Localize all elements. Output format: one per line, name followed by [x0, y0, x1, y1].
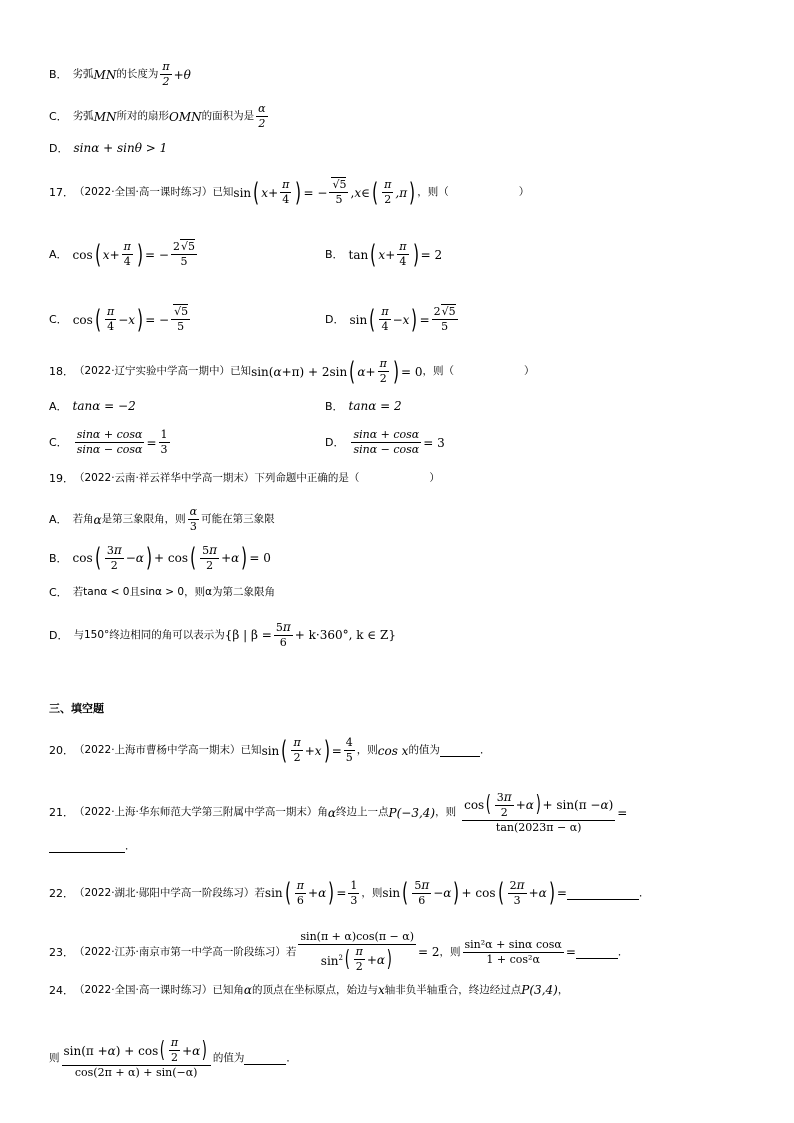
sin-expression: sin: [233, 185, 252, 200]
q24-line2: 则 sin(π + α ) + cos ( $\frac{\pi}{2}$ + α ) cos(2π + α) + sin(−α) 的值为 ．: [49, 1036, 297, 1079]
q19-stem: 19． （2022·云南·祥云祥华中学高一期末） 下列命题中正确的是（ ）: [49, 472, 440, 485]
answer-blank[interactable]: [440, 744, 480, 757]
q23-stem: 23． （2022·江苏·南京市第一中学高一阶段练习） 若 sin(π + α)cos(π − α) $\sin^2$ ( $\frac{\pi}{2}$ + α ) = 2 ，则 $\frac{\text{sin²α + sinα cosα}}{\text{1 + cos²α}}$ = ．: [49, 930, 629, 973]
q19-option-a: A． 若角 α 是第三象限角，则 $\frac{\alpha}{3}$ 可能在第三象限: [49, 505, 275, 533]
q16-option-d: D． sinα + sinθ > 1: [49, 141, 168, 155]
q21-answer-line: ．: [49, 840, 136, 853]
q17-option-c: C． cos ( $\frac{\pi}{4}$ − x ) = − $\frac{√5}{5}$: [49, 304, 189, 335]
q16-option-b: B． 劣弧 MN 的长度为 $\frac{\pi}{2}$ +θ: [49, 60, 191, 88]
answer-blank[interactable]: [567, 887, 639, 900]
q22-stem: 22． （2022·湖北·郧阳中学高一阶段练习） 若 sin ( $\frac{\pi}{6}$ + α ) = $\frac{1}{3}$ ，则 sin ( $\frac{5\pi}{6}$ − α ) + cos ( $\frac{2\pi}{3}$ + α ) = ．: [49, 878, 650, 908]
q18-option-d: D． $\frac{\sin\alpha + \cos\alpha}{\sin\alpha - \cos\alpha}$ = 3: [325, 428, 445, 456]
q18-option-a: A． tanα = −2: [49, 399, 136, 413]
q16-option-c: C． 劣弧 MN 所对的扇形 OMN 的面积为是 $\frac{\alpha}{2}$: [49, 102, 266, 130]
fraction: $\frac{\alpha}{2}$: [258, 102, 266, 130]
q21-stem: 21． （2022·上海·华东师范大学第三附属中学高一期末） 角 α 终边上一点 P(−3,4) ，则 cos ( $\frac{3\pi}{2}$ + α ) + sin(π − α ) tan(2023π − α) =: [49, 790, 628, 834]
section-title-fill-in: 三、填空题: [49, 702, 104, 715]
q17-option-b: B． tan ( x + $\frac{\pi}{4}$ ) = 2: [325, 239, 443, 270]
q17-stem: 17． （2022·全国·高一课时练习） 已知 sin ( x + $\frac{\pi}{4}$ ) = − $\frac{√5}{5}$ , x ∈ ( $\frac{\pi}{2}$ ,π ) ，则（ ）: [49, 177, 530, 208]
q19-option-c: C． 若tanα < 0且sinα > 0，则α为第二象限角: [49, 586, 276, 599]
q20-stem: 20． （2022·上海市曹杨中学高一期末） 已知 sin ( $\frac{\pi}{2}$ + x ) = $\frac{4}{5}$ ，则 cos x 的值为 ．: [49, 735, 491, 766]
q19-option-b: B． cos ( $\frac{3\pi}{2}$ − α ) + cos ( $\frac{5\pi}{2}$ + α ) = 0: [49, 543, 271, 573]
q18-option-c: C． $\frac{\sin\alpha + \cos\alpha}{\sin\alpha - \cos\alpha}$ = $\frac{1}{3}$: [49, 428, 168, 456]
answer-blank[interactable]: [576, 946, 618, 959]
q17-option-a: A． cos ( x + $\frac{\pi}{4}$ ) = − $\frac{2√5}{5}$: [49, 239, 195, 270]
q18-option-b: B． tanα = 2: [325, 399, 402, 413]
fraction: $\frac{\pi}{2}$: [162, 60, 170, 88]
answer-blank[interactable]: [244, 1052, 286, 1065]
answer-blank[interactable]: [49, 840, 125, 853]
q19-option-d: D． 与150°终边相同的角可以表示为 {β | β = $\frac{5\pi}{6}$ + k·360°, k ∈ Z}: [49, 620, 396, 649]
q18-stem: 18． （2022·辽宁实验中学高一期中） 已知 sin( α +π) + 2sin ( α + $\frac{\pi}{2}$ ) = 0 ，则（ ）: [49, 356, 535, 387]
q24-stem: 24． （2022·全国·高一课时练习） 已知角 α 的顶点在坐标原点，始边与 x 轴非负半轴重合，终边经过点 P(3,4) ，: [49, 983, 569, 997]
q17-option-d: D． sin ( $\frac{\pi}{4}$ − x ) = $\frac{2√5}{5}$: [325, 304, 456, 335]
